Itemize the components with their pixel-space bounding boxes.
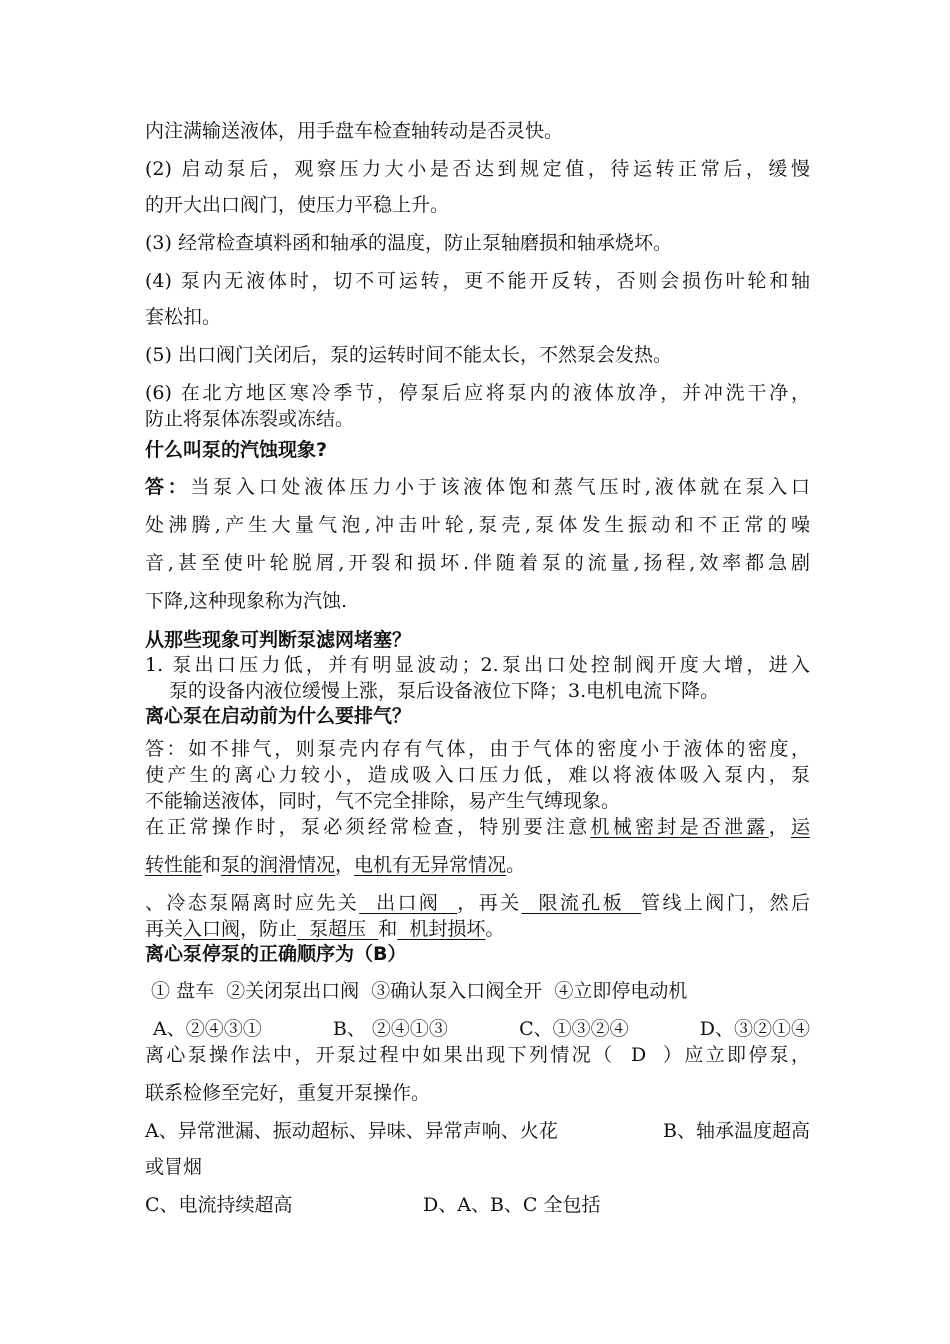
question-line: 离心泵操作法中，开泵过程中如果出现下列情况（ D ）应立即停泵， [145,1044,810,1066]
underlined-answer: 电机有无异常情况 [354,854,507,876]
option-c: C、电流持续超高 [145,1194,293,1216]
text-line: 套松扣。 [145,306,222,328]
text-line: (4) 泵内无液体时，切不可运转，更不能开反转，否则会损伤叶轮和轴 [145,270,810,292]
question-heading: 离心泵在启动前为什么要排气？ [145,705,412,727]
question-heading: 从那些现象可判断泵滤网堵塞？ [145,629,412,651]
underlined-answer: 入口阀 [183,918,241,940]
underlined-answer: 转性能 [145,854,203,876]
options-line [145,1016,810,1042]
text-line: 防止将泵体冻裂或冻结。 [145,408,355,430]
answer-line: 不能输送液体，同时，气不完全排除，易产生气缚现象。 [145,790,621,812]
answer-label: 答： [145,476,191,498]
option-c: C、①③②④ [519,1018,629,1040]
answer-line: 使产生的离心力较小，造成吸入口压力低，难以将液体吸入泵内，泵 [145,764,810,786]
option-a: A、异常泄漏、振动超标、异味、异常声响、火花 [145,1120,558,1142]
question-heading: 什么叫泵的汽蚀现象? [145,439,328,461]
answer-line: 泵的设备内液位缓慢上涨，泵后设备液位下降；3.电机电流下降。 [169,680,720,702]
underlined-answer: 机封损坏 [397,918,486,940]
underlined-answer: 限流孔板 [521,892,642,914]
option-b: B、轴承温度超高 [663,1120,810,1142]
underlined-answer: 运 [790,816,810,838]
document-body [145,118,810,1218]
question-heading: 离心泵停泵的正确顺序为（B） [145,943,407,965]
option-d: D、A、B、C 全包括 [423,1194,601,1216]
underlined-answer: 出口阀 [359,892,458,914]
answer-line: 音,甚至使叶轮脱屑,开裂和损坏.伴随着泵的流量,扬程,效率都急剧 [145,552,810,574]
text-line: (2) 启动泵后，观察压力大小是否达到规定值，待运转正常后，缓慢 [145,158,810,180]
option-b: B、 ②④①③ [332,1018,448,1040]
check-line: 转性能和泵的润滑情况，电机有无异常情况。 [145,854,526,876]
underlined-answer: 泵超压 [297,918,379,940]
fill-line: 再关入口阀，防止 泵超压 和 机封损坏。 [145,918,505,940]
text-line: (5) 出口阀门关闭后，泵的运转时间不能太长，不然泵会发热。 [145,344,672,366]
check-line: 在正常操作时，泵必须经常检查，特别要注意机械密封是否泄露，运 [145,816,810,838]
options-line [145,1192,810,1218]
answer-line: 答：如不排气，则泵壳内存有气体，由于气体的密度小于液体的密度， [145,738,810,760]
answer-line: 处沸腾,产生大量气泡,冲击叶轮,泵壳,泵体发生振动和不正常的噪 [145,514,810,536]
fill-line: 、冷态泵隔离时应先关 出口阀 ，再关 限流孔板 管线上阀门，然后 [145,892,810,914]
text-line: (6) 在北方地区寒冷季节，停泵后应将泵内的液体放净，并冲洗干净， [145,382,810,404]
option-a: A、②④③① [153,1018,262,1040]
text-line: 的开大出口阀门，使压力平稳上升。 [145,194,450,216]
options-line: 或冒烟 [145,1156,203,1178]
underlined-answer: 泵的润滑情况 [221,854,336,876]
answer-line: 1. 泵出口压力低，并有明显波动；2.泵出口处控制阀开度大增，进入 [145,654,810,676]
underlined-answer: 机械密封是否泄露 [590,816,769,838]
text-line: 内注满输送液体，用手盘车检查轴转动是否灵快。 [145,120,564,142]
steps-line: ① 盘车 ②关闭泵出口阀 ③确认泵入口阀全开 ④立即停电动机 [145,980,688,1002]
text-line: (3) 经常检查填料函和轴承的温度，防止泵轴磨损和轴承烧坏。 [145,232,672,254]
answer-line: 下降,这种现象称为汽蚀. [145,590,348,612]
option-d: D、③②①④ [699,1018,810,1040]
question-line: 联系检修至完好，重复开泵操作。 [145,1082,431,1104]
options-line [145,1118,810,1144]
answer-line: 答：当泵入口处液体压力小于该液体饱和蒸气压时,液体就在泵入口 [145,476,810,498]
